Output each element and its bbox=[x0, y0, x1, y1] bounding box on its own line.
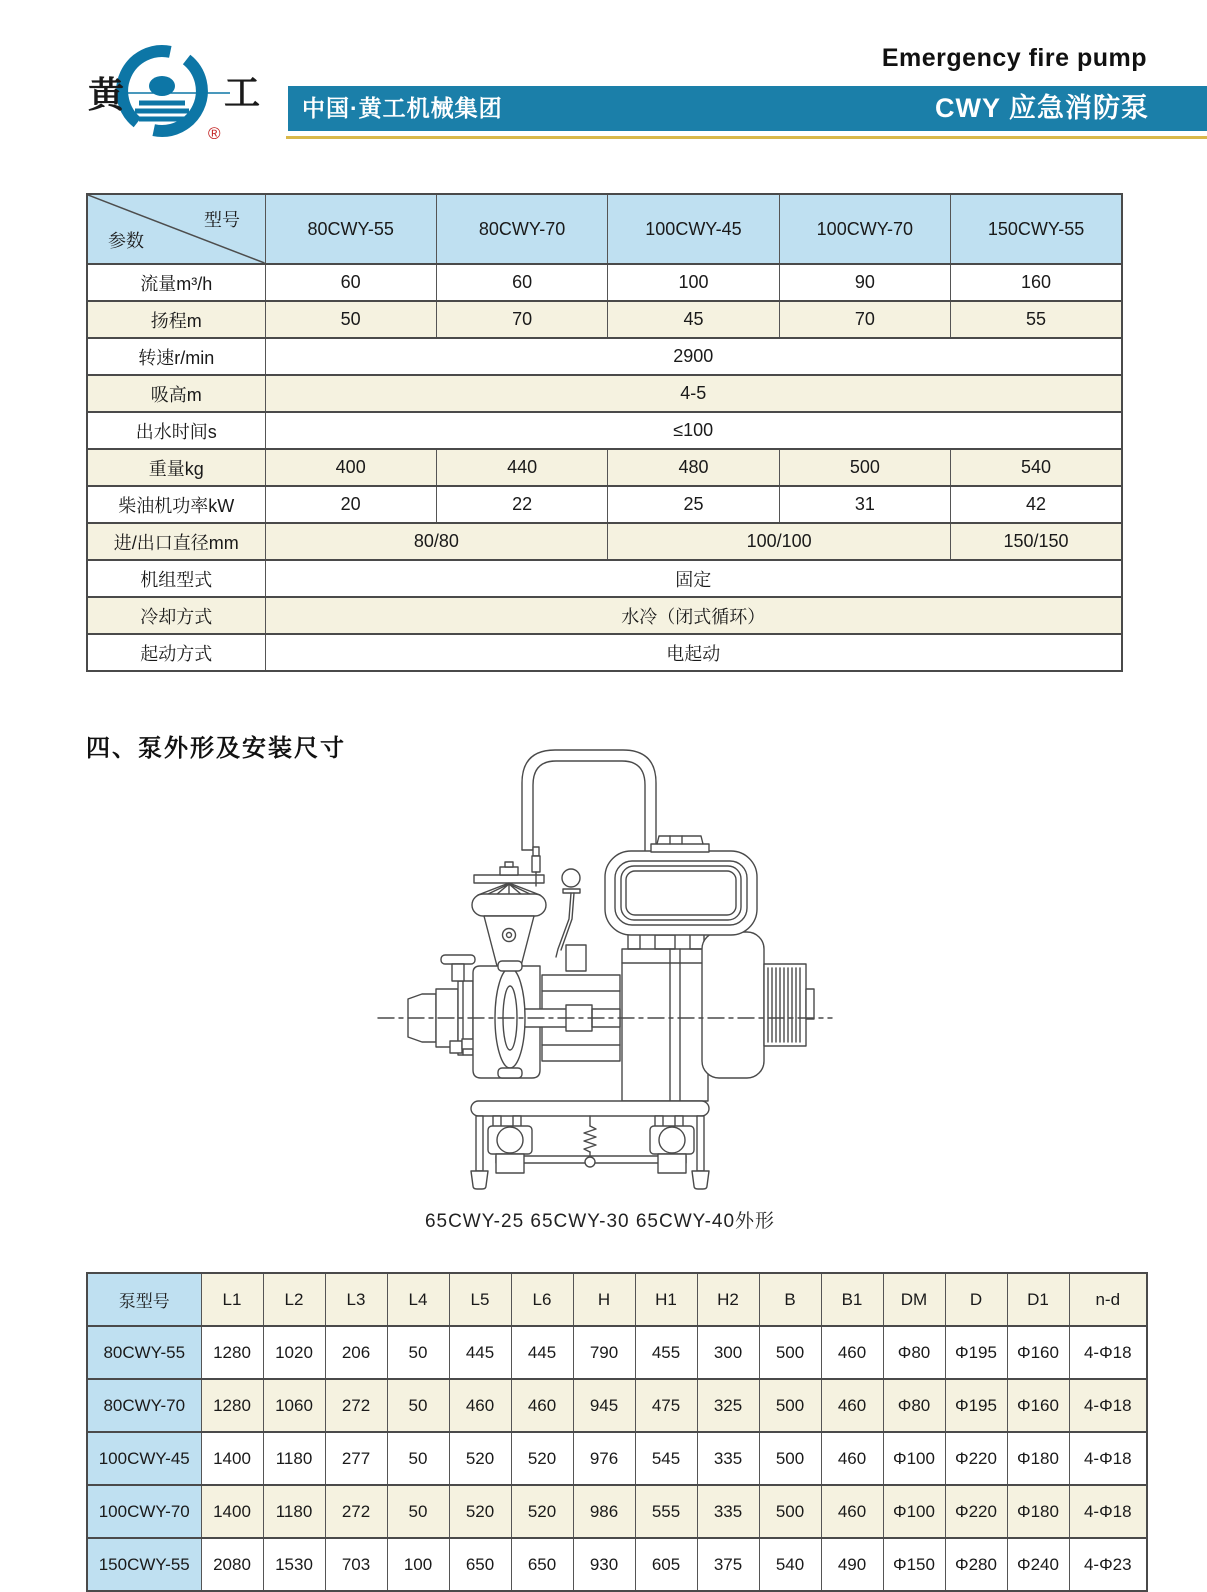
dims-value-cell: 300 bbox=[697, 1326, 759, 1379]
dims-model-cell: 150CWY-55 bbox=[87, 1538, 201, 1591]
model-header: 100CWY-70 bbox=[779, 194, 950, 264]
spec-param-label: 重量kg bbox=[87, 449, 265, 486]
dims-value-cell: 520 bbox=[449, 1485, 511, 1538]
dims-dim-header: H2 bbox=[697, 1273, 759, 1326]
carrying-handle bbox=[522, 750, 656, 853]
english-title: Emergency fire pump bbox=[881, 44, 1147, 72]
dims-value-cell: Φ180 bbox=[1007, 1432, 1069, 1485]
dims-value-cell: 460 bbox=[821, 1379, 883, 1432]
dims-value-cell: Φ80 bbox=[883, 1379, 945, 1432]
spec-value-cell: 100 bbox=[608, 264, 779, 301]
model-header: 100CWY-45 bbox=[608, 194, 779, 264]
dims-value-cell: 460 bbox=[821, 1432, 883, 1485]
spec-row bbox=[87, 264, 1122, 301]
dims-value-cell: 460 bbox=[821, 1326, 883, 1379]
spec-value-cell: 固定 bbox=[265, 560, 1122, 597]
dims-dim-header: L1 bbox=[201, 1273, 263, 1326]
corner-label-param: 参数 bbox=[108, 231, 144, 251]
dims-dim-header: L2 bbox=[263, 1273, 325, 1326]
spec-value-cell: 400 bbox=[265, 449, 436, 486]
spec-param-label: 进/出口直径mm bbox=[87, 523, 265, 560]
dims-value-cell: 2080 bbox=[201, 1538, 263, 1591]
spec-param-label: 出水时间s bbox=[87, 412, 265, 449]
dims-dim-header: n-d bbox=[1069, 1273, 1147, 1326]
dims-model-cell: 80CWY-55 bbox=[87, 1326, 201, 1379]
dims-value-cell: 1400 bbox=[201, 1485, 263, 1538]
dims-value-cell: Φ100 bbox=[883, 1432, 945, 1485]
dims-model-cell: 80CWY-70 bbox=[87, 1379, 201, 1432]
dims-value-cell: 375 bbox=[697, 1538, 759, 1591]
spec-table-body bbox=[87, 264, 1122, 671]
dims-header-row bbox=[87, 1273, 1147, 1326]
dims-value-cell: 545 bbox=[635, 1432, 697, 1485]
spec-param-label: 流量m³/h bbox=[87, 264, 265, 301]
dims-value-cell: 335 bbox=[697, 1432, 759, 1485]
pump-outline-drawing bbox=[370, 723, 840, 1193]
dims-value-cell: Φ160 bbox=[1007, 1379, 1069, 1432]
dims-value-cell: 325 bbox=[697, 1379, 759, 1432]
dims-value-cell: 460 bbox=[511, 1379, 573, 1432]
dims-dim-header: L6 bbox=[511, 1273, 573, 1326]
dims-value-cell: Φ150 bbox=[883, 1538, 945, 1591]
dims-value-cell: 277 bbox=[325, 1432, 387, 1485]
dims-value-cell: 206 bbox=[325, 1326, 387, 1379]
dims-row bbox=[87, 1379, 1147, 1432]
suction-inlet bbox=[408, 955, 476, 1055]
dims-value-cell: 1180 bbox=[263, 1485, 325, 1538]
spec-param-label: 起动方式 bbox=[87, 634, 265, 671]
dims-model-cell: 100CWY-45 bbox=[87, 1432, 201, 1485]
brand-banner bbox=[288, 86, 1207, 131]
dims-dim-header: L3 bbox=[325, 1273, 387, 1326]
logo-char-left: 黄 bbox=[88, 74, 125, 115]
spec-value-cell: 60 bbox=[436, 264, 607, 301]
spec-value-cell: 电起动 bbox=[265, 634, 1122, 671]
dims-value-cell: 50 bbox=[387, 1326, 449, 1379]
dims-value-cell: 4-Φ18 bbox=[1069, 1326, 1147, 1379]
dims-value-cell: 475 bbox=[635, 1379, 697, 1432]
spec-row bbox=[87, 375, 1122, 412]
dims-value-cell: 460 bbox=[449, 1379, 511, 1432]
dims-value-cell: 520 bbox=[511, 1432, 573, 1485]
logo-char-right: 工 bbox=[224, 72, 261, 113]
dims-value-cell: Φ180 bbox=[1007, 1485, 1069, 1538]
spec-row bbox=[87, 449, 1122, 486]
spec-table bbox=[86, 193, 1123, 672]
spec-value-cell: 70 bbox=[779, 301, 950, 338]
spec-param-label: 吸高m bbox=[87, 375, 265, 412]
section-title: 四、泵外形及安装尺寸 bbox=[86, 735, 346, 762]
company-name: 中国·黄工机械集团 bbox=[302, 95, 503, 121]
spec-value-cell: 20 bbox=[265, 486, 436, 523]
dims-value-cell: 650 bbox=[449, 1538, 511, 1591]
dimensions-table bbox=[86, 1272, 1148, 1592]
dims-row bbox=[87, 1485, 1147, 1538]
dims-value-cell: 445 bbox=[449, 1326, 511, 1379]
spec-row bbox=[87, 523, 1122, 560]
throttle-lever bbox=[556, 869, 580, 957]
dims-value-cell: Φ280 bbox=[945, 1538, 1007, 1591]
dims-dim-header: L5 bbox=[449, 1273, 511, 1326]
spec-value-cell: 540 bbox=[951, 449, 1122, 486]
spec-value-cell: 70 bbox=[436, 301, 607, 338]
dims-value-cell: 976 bbox=[573, 1432, 635, 1485]
spec-value-cell: 2900 bbox=[265, 338, 1122, 375]
spec-row bbox=[87, 634, 1122, 671]
dims-value-cell: Φ220 bbox=[945, 1485, 1007, 1538]
spec-value-cell: 480 bbox=[608, 449, 779, 486]
dims-dim-header: B bbox=[759, 1273, 821, 1326]
fuel-tank bbox=[605, 836, 757, 935]
dims-value-cell: Φ80 bbox=[883, 1326, 945, 1379]
spec-value-cell: 160 bbox=[951, 264, 1122, 301]
dims-dim-header: D bbox=[945, 1273, 1007, 1326]
spec-corner-cell bbox=[87, 194, 265, 264]
spec-row bbox=[87, 338, 1122, 375]
dims-value-cell: 272 bbox=[325, 1379, 387, 1432]
dims-value-cell: 555 bbox=[635, 1485, 697, 1538]
spec-value-cell: 42 bbox=[951, 486, 1122, 523]
dims-model-header: 泵型号 bbox=[87, 1273, 201, 1326]
dims-value-cell: 335 bbox=[697, 1485, 759, 1538]
dims-value-cell: 490 bbox=[821, 1538, 883, 1591]
dims-value-cell: 500 bbox=[759, 1485, 821, 1538]
dims-dim-header: DM bbox=[883, 1273, 945, 1326]
logo-sun-dot bbox=[149, 76, 175, 96]
spec-value-cell: 55 bbox=[951, 301, 1122, 338]
shock-spring bbox=[584, 1116, 596, 1167]
spec-value-cell: 60 bbox=[265, 264, 436, 301]
dims-value-cell: 272 bbox=[325, 1485, 387, 1538]
drawing-caption: 65CWY-25 65CWY-30 65CWY-40外形 bbox=[424, 1211, 776, 1232]
dims-value-cell: 500 bbox=[759, 1432, 821, 1485]
dims-value-cell: 500 bbox=[759, 1379, 821, 1432]
dims-dim-header: B1 bbox=[821, 1273, 883, 1326]
spec-value-cell: 31 bbox=[779, 486, 950, 523]
spec-value-cell: 90 bbox=[779, 264, 950, 301]
dims-value-cell: 605 bbox=[635, 1538, 697, 1591]
spec-param-label: 柴油机功率kW bbox=[87, 486, 265, 523]
spec-value-cell: 50 bbox=[265, 301, 436, 338]
dims-value-cell: Φ195 bbox=[945, 1326, 1007, 1379]
dims-value-cell: 50 bbox=[387, 1432, 449, 1485]
engine-cover bbox=[702, 932, 764, 1078]
dims-value-cell: 4-Φ18 bbox=[1069, 1379, 1147, 1432]
spec-value-cell: 100/100 bbox=[608, 523, 951, 560]
dims-value-cell: Φ195 bbox=[945, 1379, 1007, 1432]
corner-label-model: 型号 bbox=[204, 210, 240, 230]
dims-value-cell: 930 bbox=[573, 1538, 635, 1591]
spec-row bbox=[87, 597, 1122, 634]
dims-value-cell: Φ220 bbox=[945, 1432, 1007, 1485]
model-header: 80CWY-70 bbox=[436, 194, 607, 264]
dims-dim-header: H bbox=[573, 1273, 635, 1326]
spec-value-cell: ≤100 bbox=[265, 412, 1122, 449]
dims-value-cell: 1020 bbox=[263, 1326, 325, 1379]
spec-row bbox=[87, 412, 1122, 449]
dims-value-cell: 945 bbox=[573, 1379, 635, 1432]
dims-model-cell: 100CWY-70 bbox=[87, 1485, 201, 1538]
dims-value-cell: 703 bbox=[325, 1538, 387, 1591]
dims-value-cell: 4-Φ18 bbox=[1069, 1485, 1147, 1538]
dims-value-cell: 520 bbox=[449, 1432, 511, 1485]
pump-casing bbox=[473, 945, 620, 1078]
dims-value-cell: 1060 bbox=[263, 1379, 325, 1432]
dims-value-cell: Φ240 bbox=[1007, 1538, 1069, 1591]
dims-value-cell: 1280 bbox=[201, 1326, 263, 1379]
spec-param-label: 机组型式 bbox=[87, 560, 265, 597]
dims-table-body bbox=[87, 1326, 1147, 1591]
air-cleaner bbox=[472, 862, 546, 966]
dims-value-cell: Φ100 bbox=[883, 1485, 945, 1538]
dims-value-cell: 500 bbox=[759, 1326, 821, 1379]
company-logo bbox=[82, 40, 267, 144]
spec-value-cell: 80/80 bbox=[265, 523, 608, 560]
dims-value-cell: Φ160 bbox=[1007, 1326, 1069, 1379]
spec-value-cell: 水冷（闭式循环） bbox=[265, 597, 1122, 634]
model-header: 80CWY-55 bbox=[265, 194, 436, 264]
dims-value-cell: 520 bbox=[511, 1485, 573, 1538]
dims-dim-header: H1 bbox=[635, 1273, 697, 1326]
spec-value-cell: 45 bbox=[608, 301, 779, 338]
dims-value-cell: 460 bbox=[821, 1485, 883, 1538]
spec-value-cell: 440 bbox=[436, 449, 607, 486]
dims-row bbox=[87, 1326, 1147, 1379]
dims-value-cell: 445 bbox=[511, 1326, 573, 1379]
dims-row bbox=[87, 1432, 1147, 1485]
dims-value-cell: 4-Φ18 bbox=[1069, 1432, 1147, 1485]
dims-dim-header: L4 bbox=[387, 1273, 449, 1326]
dims-dim-header: D1 bbox=[1007, 1273, 1069, 1326]
dims-value-cell: 540 bbox=[759, 1538, 821, 1591]
dims-value-cell: 1280 bbox=[201, 1379, 263, 1432]
registered-mark-icon: ® bbox=[208, 124, 221, 143]
dims-value-cell: 100 bbox=[387, 1538, 449, 1591]
dims-value-cell: 790 bbox=[573, 1326, 635, 1379]
base-frame bbox=[471, 1101, 709, 1189]
dims-value-cell: 50 bbox=[387, 1379, 449, 1432]
spec-param-label: 转速r/min bbox=[87, 338, 265, 375]
spec-value-cell: 4-5 bbox=[265, 375, 1122, 412]
spec-value-cell: 500 bbox=[779, 449, 950, 486]
gold-rule bbox=[286, 136, 1207, 139]
spec-value-cell: 25 bbox=[608, 486, 779, 523]
dims-value-cell: 1530 bbox=[263, 1538, 325, 1591]
spec-param-label: 扬程m bbox=[87, 301, 265, 338]
spec-row bbox=[87, 560, 1122, 597]
spec-value-cell: 150/150 bbox=[951, 523, 1122, 560]
dims-value-cell: 1180 bbox=[263, 1432, 325, 1485]
spec-value-cell: 22 bbox=[436, 486, 607, 523]
dims-value-cell: 1400 bbox=[201, 1432, 263, 1485]
product-title: CWY 应急消防泵 bbox=[934, 93, 1149, 123]
spec-row bbox=[87, 301, 1122, 338]
model-header: 150CWY-55 bbox=[951, 194, 1122, 264]
spec-row bbox=[87, 486, 1122, 523]
flywheel-fins bbox=[764, 964, 814, 1046]
dims-value-cell: 50 bbox=[387, 1485, 449, 1538]
engine-block bbox=[622, 928, 708, 1101]
dims-value-cell: 650 bbox=[511, 1538, 573, 1591]
dims-value-cell: 4-Φ23 bbox=[1069, 1538, 1147, 1591]
dims-value-cell: 986 bbox=[573, 1485, 635, 1538]
dims-row bbox=[87, 1538, 1147, 1591]
spec-param-label: 冷却方式 bbox=[87, 597, 265, 634]
dims-value-cell: 455 bbox=[635, 1326, 697, 1379]
